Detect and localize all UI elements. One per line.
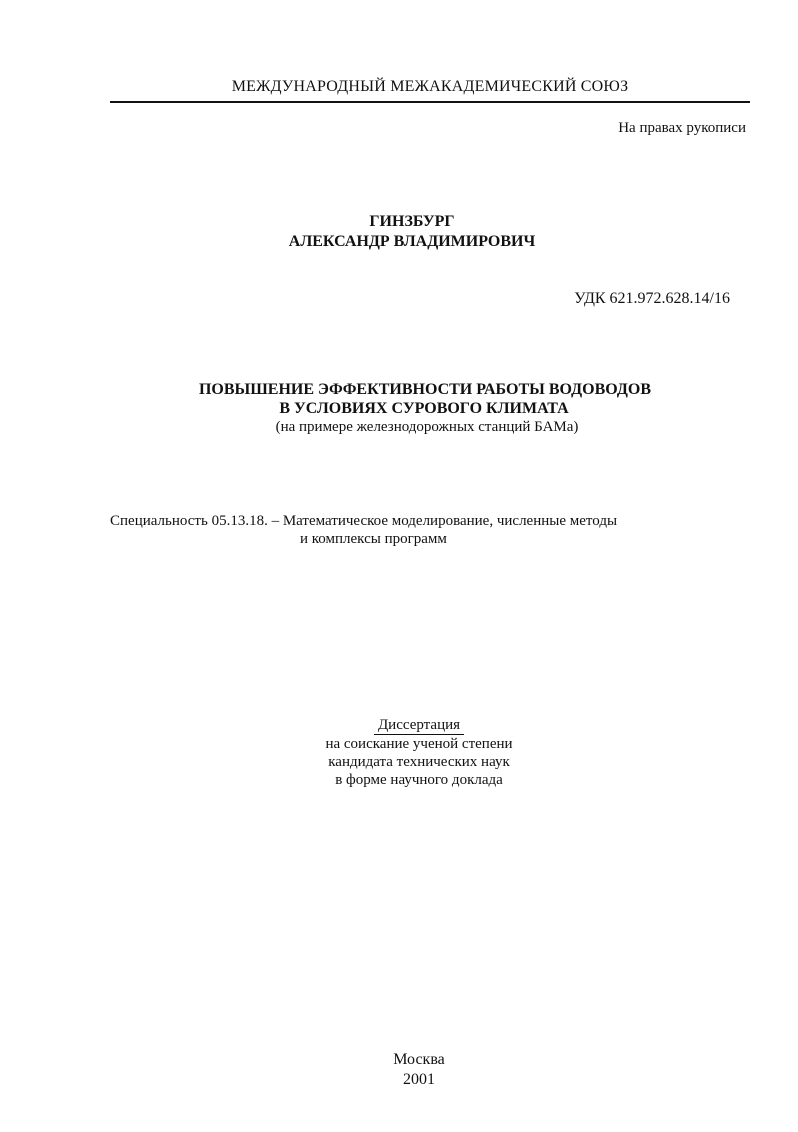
author-given-names: АЛЕКСАНДР ВЛАДИМИРОВИЧ <box>288 233 536 250</box>
specialty-block <box>110 512 617 548</box>
udk-code: УДК 621.972.628.14/16 <box>574 290 730 307</box>
author-surname: ГИНЗБУРГ <box>369 213 455 230</box>
specialty-line-2: и комплексы программ <box>300 531 447 547</box>
header-divider <box>110 101 750 103</box>
specialty-line-1: Специальность 05.13.18. – Математическое моделирование, численные методы <box>110 513 618 529</box>
organization-name: МЕЖДУНАРОДНЫЙ МЕЖАКАДЕМИЧЕСКИЙ СОЮЗ <box>231 78 629 95</box>
city: Москва <box>393 1051 445 1068</box>
document-title <box>0 380 798 418</box>
place-and-year <box>0 1050 798 1090</box>
title-line-2: В УСЛОВИЯХ СУРОВОГО КЛИМАТА <box>279 400 569 417</box>
title-line-1: ПОВЫШЕНИЕ ЭФФЕКТИВНОСТИ РАБОТЫ ВОДОВОДОВ <box>198 381 652 398</box>
year: 2001 <box>403 1071 435 1088</box>
dissertation-line-1: на соискание ученой степени <box>325 736 513 752</box>
document-subtitle: (на примере железнодорожных станций БАМа) <box>275 419 579 435</box>
dissertation-line-2: кандидата технических наук <box>328 754 510 770</box>
dissertation-heading: Диссертация <box>374 716 464 735</box>
author-block <box>0 212 798 252</box>
dissertation-block <box>0 716 798 789</box>
dissertation-line-3: в форме научного доклада <box>335 772 503 788</box>
rights-note: На правах рукописи <box>618 120 746 136</box>
